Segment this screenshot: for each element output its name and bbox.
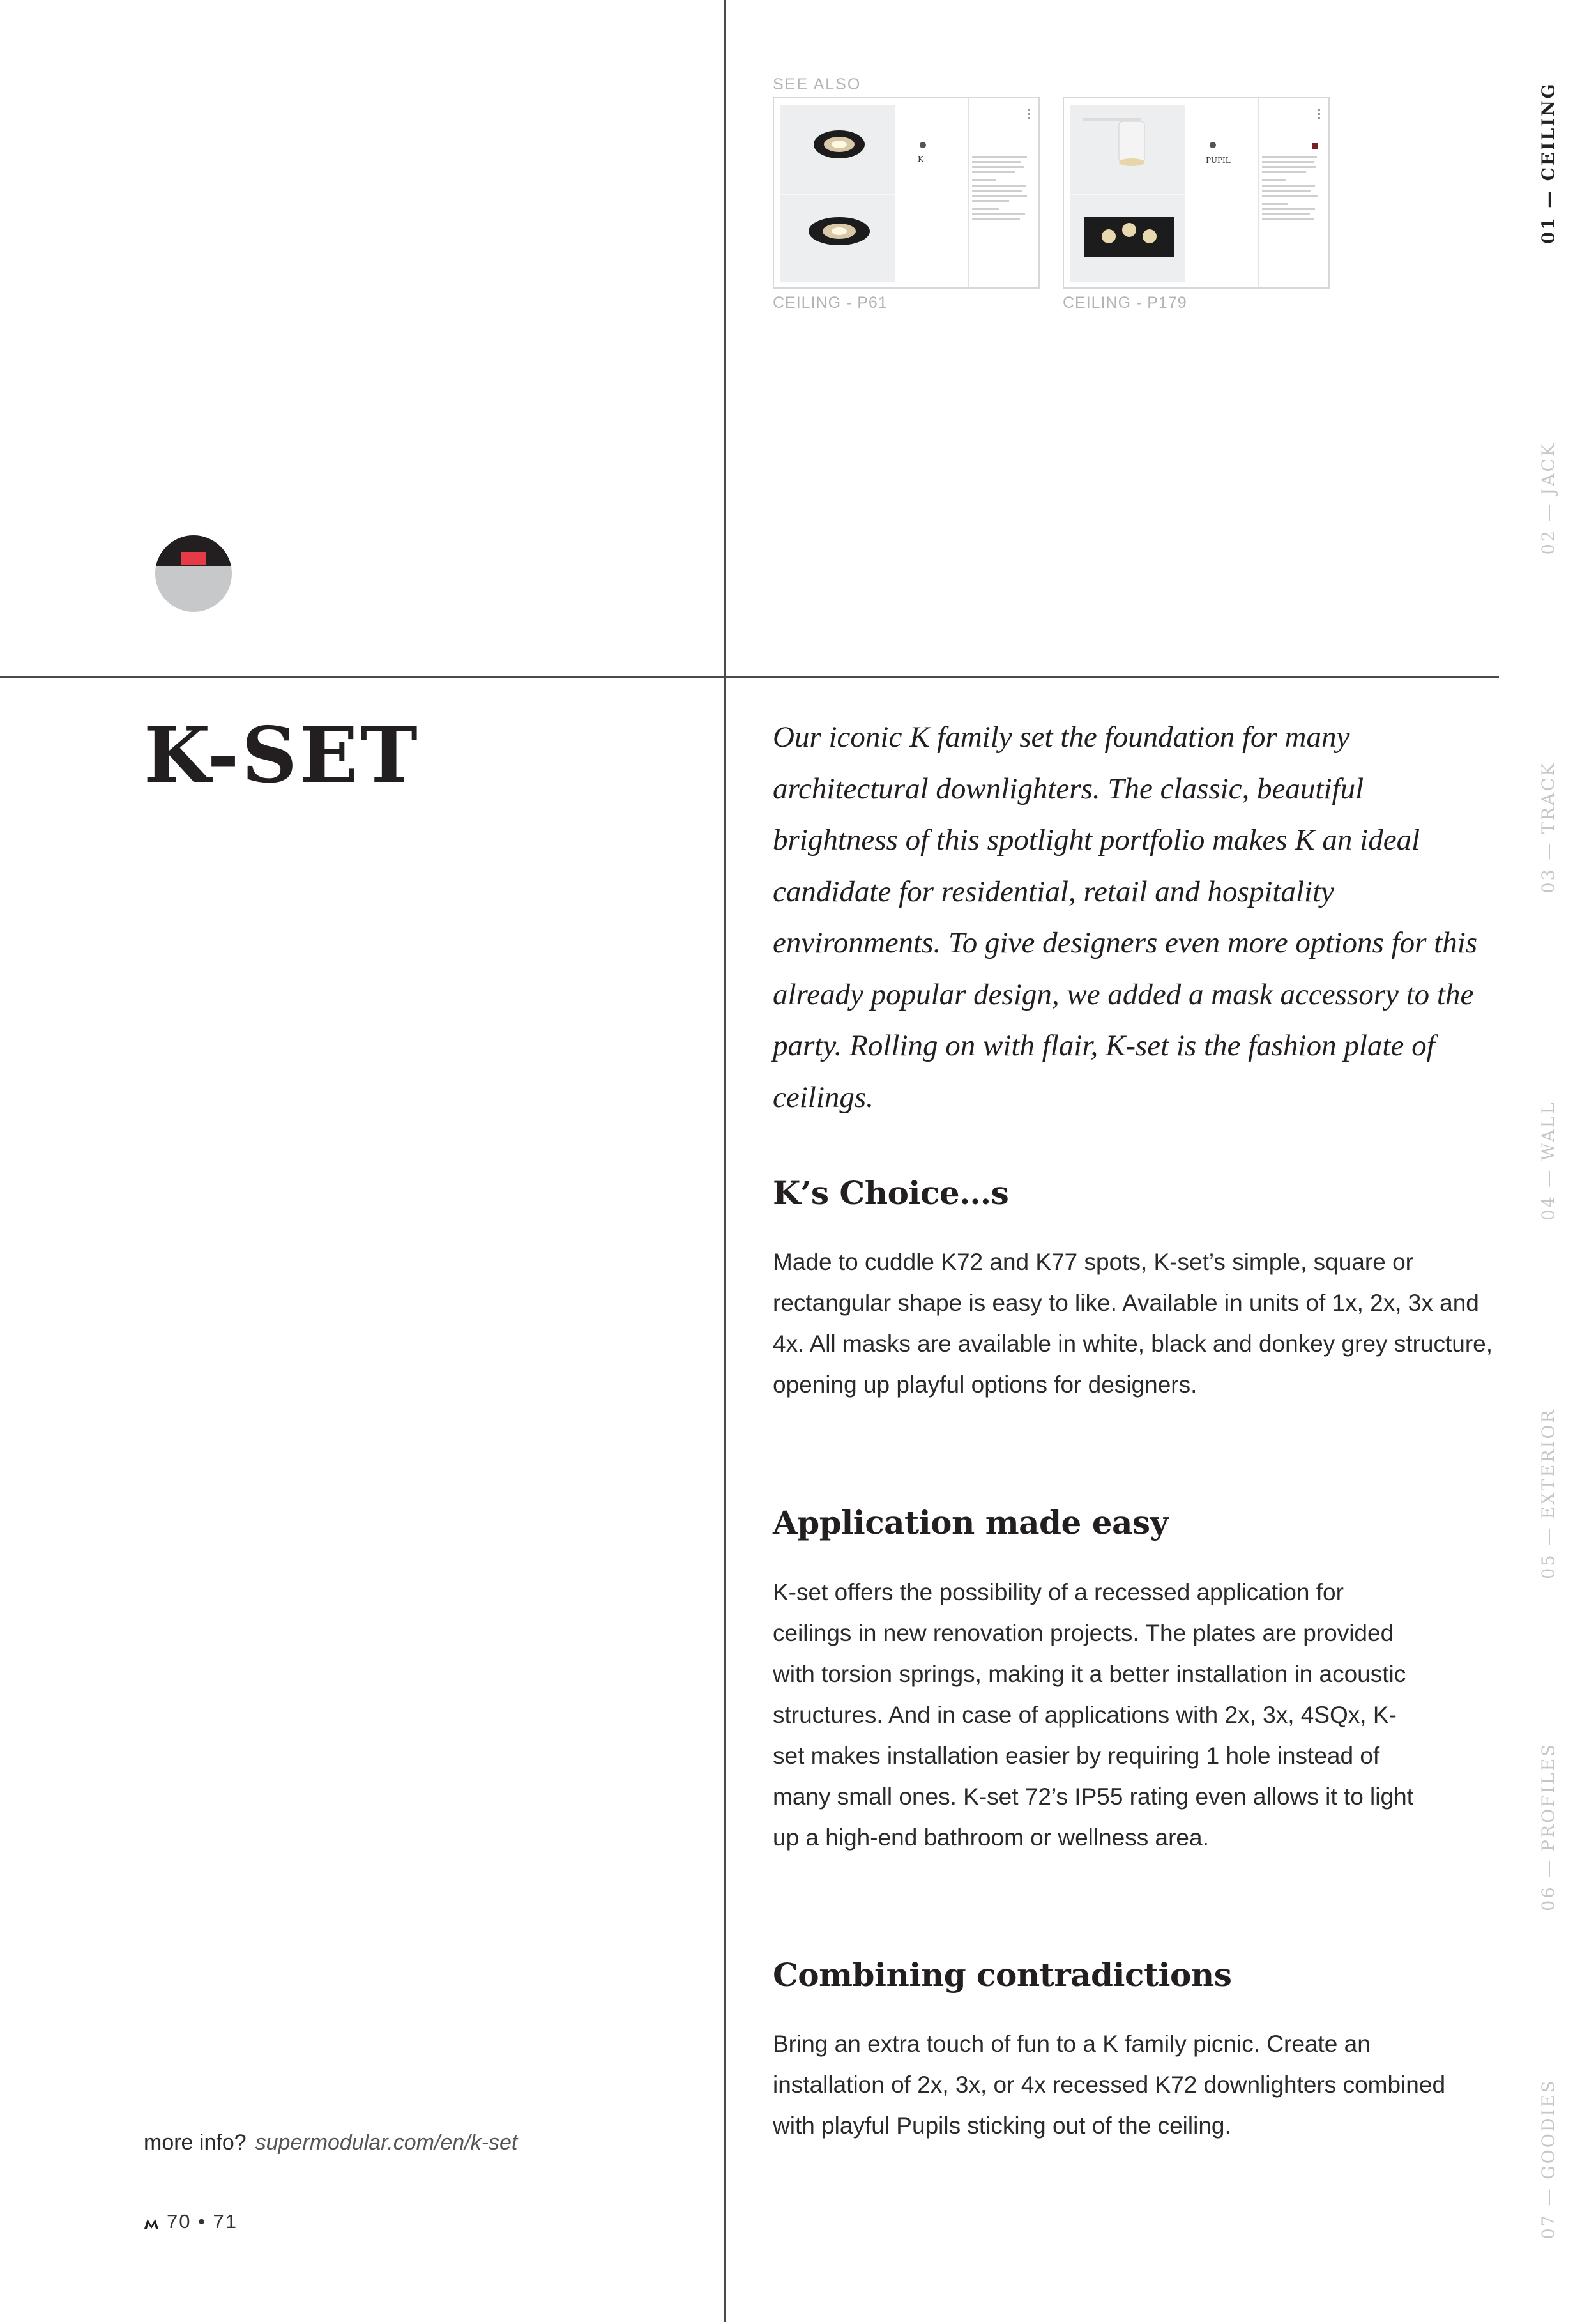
thumbnail-photo (1070, 105, 1185, 282)
vertical-divider (724, 0, 726, 2322)
product-title: K-SET (144, 710, 420, 800)
product-intro: Our iconic K family set the foundation for many architectural downlighters. The classic, beautiful brightness of this spotlight portfolio makes K an ideal candidate for residential, retail and hospitality environments. To give designers even more options for this already popular design, we added a mask accessory to the party. Rolling on with flair, K-set is the fashion plate of ceilings. (773, 721, 1478, 1114)
section-body-choices: Made to cuddle K72 and K77 spots, K-set’s simple, square or rectangular shape is easy to like. Available in units of 1x, 2x, 3x and 4x. All masks are available in white, black and donkey grey structure, opening up playful options for designers. (773, 1249, 1493, 1398)
thumbnail-column-rule (968, 98, 969, 287)
page-numbers (144, 2210, 238, 2233)
thumbnail-dots-icon (1028, 109, 1032, 119)
nav-wall[interactable]: 04 — WALL (1539, 1101, 1559, 1221)
more-info (144, 2130, 517, 2155)
thumbnail-mini-title: PUPIL (1206, 156, 1231, 165)
brand-m-icon (144, 2218, 159, 2229)
thumbnail-text-lines (972, 156, 1033, 224)
nav-profiles[interactable]: 06 — PROFILES (1539, 1743, 1559, 1911)
thumbnail-dots-icon (1318, 109, 1322, 119)
section-heading-application: Application made easy (773, 1504, 1169, 1541)
see-also-caption-pupil[interactable]: CEILING - P179 (1063, 294, 1187, 312)
see-also-caption-k[interactable]: CEILING - P61 (773, 294, 888, 312)
accent-square-icon (1312, 143, 1318, 149)
section-heading-contradictions: Combining contradictions (773, 1956, 1232, 1994)
more-info-label: more info? (144, 2130, 247, 2155)
nav-ceiling[interactable]: 01 — CEILING (1539, 82, 1559, 244)
nav-track[interactable]: 03 — TRACK (1539, 761, 1559, 894)
nav-goodies[interactable]: 07 — GOODIES (1539, 2079, 1559, 2240)
horizontal-divider (0, 676, 1499, 678)
section-body-contradictions: Bring an extra touch of fun to a K family picnic. Create an installation of 2x, 3x, or 4x recessed K72 downlighters combined with playful Pupils sticking out of the ceiling. (773, 2031, 1446, 2139)
see-also-thumbnail-k[interactable] (773, 97, 1040, 289)
mini-badge-icon (920, 142, 926, 148)
section-heading-choices: K’s Choice…s (773, 1174, 1009, 1212)
thumbnail-photo (780, 105, 895, 282)
section-body-application: K-set offers the possibility of a recessed application for ceilings in new renovation projects. The plates are provided with torsion springs, making it a better installation in acoustic structures. And in case of applications with 2x, 3x, 4SQx, K-set makes installation easier by requiring 1 hole instead of many small ones. K-set 72’s IP55 rating even allows it to light up a high-end bathroom or wellness area. (773, 1579, 1413, 1851)
mini-badge-icon (1210, 142, 1216, 148)
nav-exterior[interactable]: 05 — EXTERIOR (1539, 1408, 1559, 1579)
see-also-label: SEE ALSO (773, 75, 862, 93)
thumbnail-column-rule (1258, 98, 1259, 287)
more-info-link[interactable]: supermodular.com/en/k-set (255, 2130, 518, 2155)
see-also-thumbnail-pupil[interactable] (1063, 97, 1330, 289)
product-badge-icon (155, 535, 232, 612)
thumbnail-text-lines (1262, 156, 1323, 224)
thumbnail-mini-title: K (918, 155, 923, 164)
nav-jack[interactable]: 02 — JACK (1539, 441, 1559, 555)
page-numbers-text: 70 • 71 (167, 2210, 238, 2233)
